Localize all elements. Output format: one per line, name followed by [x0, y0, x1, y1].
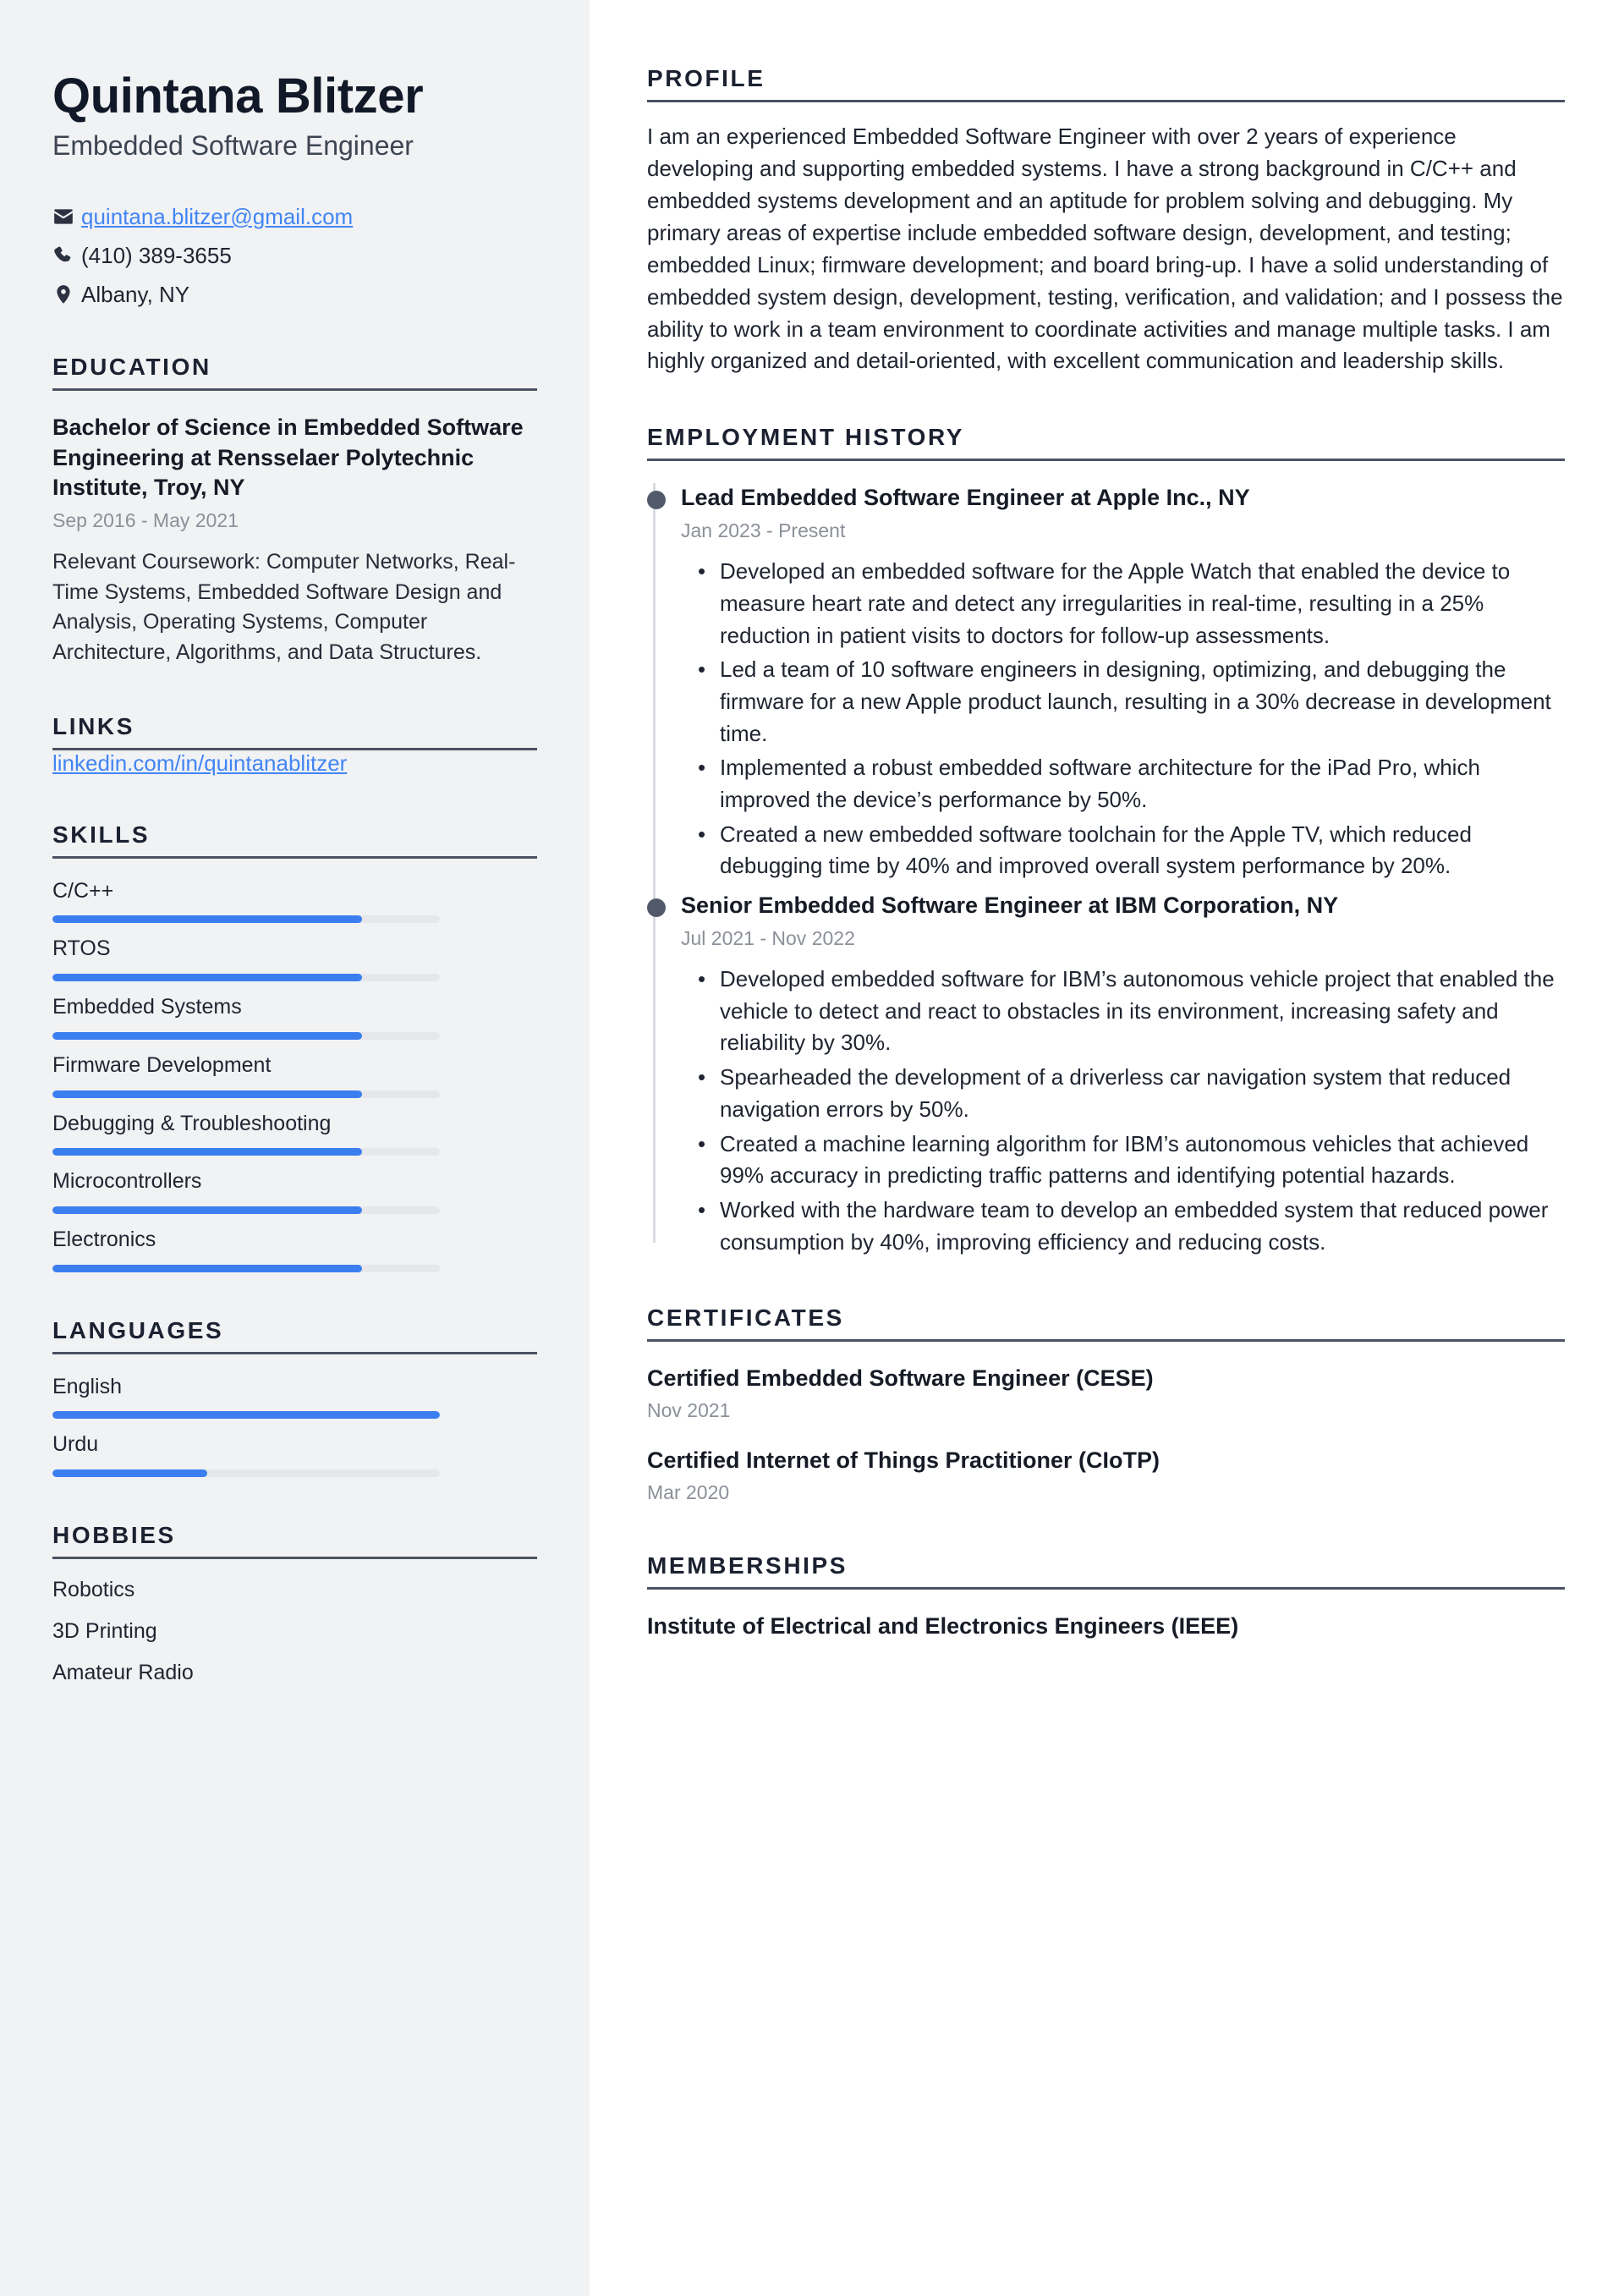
section-title-profile: PROFILE	[647, 65, 765, 91]
section-languages	[52, 1318, 537, 1354]
certificate-date: Mar 2020	[647, 1481, 730, 1504]
language-item	[52, 1373, 537, 1420]
language-label: Urdu	[52, 1432, 99, 1457]
section-title-links: LINKS	[52, 712, 134, 739]
location-text: Albany, NY	[81, 281, 190, 307]
language-bar-track	[52, 1469, 440, 1477]
job-bullet-list	[681, 556, 1565, 882]
job-bullet-list	[681, 964, 1565, 1258]
hobby-item: Robotics	[52, 1578, 135, 1602]
skill-item	[52, 1226, 537, 1272]
section-title-languages: LANGUAGES	[52, 1316, 224, 1343]
section-rule	[52, 1557, 537, 1559]
certificate-item	[647, 1364, 1565, 1424]
skill-bar-fill	[52, 1032, 362, 1040]
candidate-job-title: Embedded Software Engineer	[52, 129, 414, 161]
section-rule	[52, 1352, 537, 1354]
skill-label: Debugging & Troubleshooting	[52, 1111, 332, 1135]
phone-icon	[52, 244, 81, 266]
timeline-dot-icon	[647, 898, 666, 917]
candidate-name: Quintana Blitzer	[52, 69, 424, 124]
main-top-spacer	[647, 0, 1565, 66]
education-degree: Bachelor of Science in Embedded Software Engineering at Rensselaer Polytechnic Institute, Troy, NY	[52, 415, 524, 501]
section-title-skills: SKILLS	[52, 821, 151, 848]
skill-bar-track	[52, 1265, 440, 1272]
language-list	[52, 1373, 537, 1478]
skill-item	[52, 1052, 537, 1098]
contact-row-email	[52, 202, 537, 231]
certificate-list	[647, 1364, 1565, 1506]
education-description: Relevant Coursework: Computer Networks, Real-Time Systems, Embedded Software Design and Analysis, Operating Systems, Computer Architecture, Algorithms, and Data Structures.	[52, 549, 516, 665]
envelope-icon	[52, 206, 81, 228]
job-title: Lead Embedded Software Engineer at Apple Inc., NY	[681, 485, 1250, 511]
location-pin-icon	[52, 283, 81, 305]
section-rule	[52, 856, 537, 859]
skill-list	[52, 877, 537, 1272]
contact-list	[52, 202, 537, 309]
skill-label: RTOS	[52, 937, 111, 961]
timeline-dot-icon	[647, 491, 666, 509]
job-entry	[681, 891, 1565, 1258]
education-date: Sep 2016 - May 2021	[52, 509, 239, 532]
membership-list	[647, 1612, 1565, 1641]
link-linkedin[interactable]: linkedin.com/in/quintanablitzer	[52, 750, 348, 776]
section-education	[52, 354, 537, 391]
skill-bar-fill	[52, 974, 362, 981]
skill-bar-track	[52, 1148, 440, 1156]
language-item	[52, 1431, 537, 1477]
section-title-memberships: MEMBERSHIPS	[647, 1552, 848, 1579]
job-title: Senior Embedded Software Engineer at IBM Corporation, NY	[681, 893, 1339, 919]
skill-label: Embedded Systems	[52, 995, 242, 1019]
hobby-item: 3D Printing	[52, 1619, 157, 1644]
skill-bar-track	[52, 1206, 440, 1214]
certificate-title: Certified Internet of Things Practitioner (CIoTP)	[647, 1447, 1160, 1474]
language-bar-fill	[52, 1411, 440, 1419]
language-label: English	[52, 1374, 122, 1398]
education-entry	[52, 413, 537, 668]
skill-bar-track	[52, 974, 440, 981]
section-profile	[647, 66, 1565, 102]
job-bullet: • Led a team of 10 software engineers in designing, optimizing, and debugging the firmware for a new Apple product launch, resulting in a 30% decrease in development time.	[720, 654, 1565, 750]
job-bullet: • Created a machine learning algorithm for IBM’s autonomous vehicles that achieved 99% accuracy in predicting traffic patterns and identifying potential hazards.	[720, 1129, 1565, 1192]
skill-label: C/C++	[52, 878, 114, 903]
membership-item: Institute of Electrical and Electronics Engineers (IEEE)	[647, 1612, 1239, 1639]
job-date: Jan 2023 - Present	[681, 519, 846, 542]
section-memberships	[647, 1553, 1565, 1590]
section-links	[52, 714, 537, 750]
section-rule	[647, 1339, 1565, 1342]
section-rule	[647, 459, 1565, 461]
skill-label: Microcontrollers	[52, 1169, 202, 1194]
skill-bar-fill	[52, 1206, 362, 1214]
section-title-hobbies: HOBBIES	[52, 1522, 176, 1549]
language-bar-track	[52, 1411, 440, 1419]
phone-text: (410) 389-3655	[81, 242, 232, 268]
language-bar-fill	[52, 1469, 207, 1477]
section-employment-history	[647, 425, 1565, 461]
job-bullet: • Worked with the hardware team to develop an embedded system that reduced power consumption by 40%, improving efficiency and reducing costs.	[720, 1195, 1565, 1258]
section-title-employment-history: EMPLOYMENT HISTORY	[647, 424, 965, 451]
skill-label: Firmware Development	[52, 1052, 272, 1077]
section-hobbies	[52, 1523, 537, 1559]
skill-bar-fill	[52, 1090, 362, 1098]
job-entry	[681, 483, 1565, 882]
job-bullet: • Created a new embedded software toolchain for the Apple TV, which reduced debugging time by 40% and improved overall system performance by 20%.	[720, 819, 1565, 882]
skill-bar-track	[52, 1090, 440, 1098]
sidebar	[0, 0, 590, 2296]
skill-item	[52, 1167, 537, 1214]
job-date: Jul 2021 - Nov 2022	[681, 927, 855, 950]
skill-bar-fill	[52, 1148, 362, 1156]
skill-item	[52, 993, 537, 1040]
certificate-item	[647, 1446, 1565, 1506]
section-skills	[52, 822, 537, 859]
section-certificates	[647, 1305, 1565, 1342]
certificate-date: Nov 2021	[647, 1399, 731, 1422]
job-bullet: • Implemented a robust embedded software architecture for the iPad Pro, which improved the device’s performance by 50%.	[720, 752, 1565, 816]
skill-item	[52, 1110, 537, 1156]
skill-bar-track	[52, 1032, 440, 1040]
hobby-item: Amateur Radio	[52, 1661, 194, 1685]
job-bullet: • Developed embedded software for IBM’s autonomous vehicle project that enabled the vehicle to detect and react to obstacles in its environment, increasing safety and reliability by 30%.	[720, 964, 1565, 1059]
section-rule	[52, 388, 537, 391]
job-bullet: • Developed an embedded software for the Apple Watch that enabled the device to measure heart rate and detect any irregularities in real-time, resulting in a 25% reduction in patient visits to doctors for follow-up assessments.	[720, 556, 1565, 651]
hobby-list	[52, 1579, 537, 1684]
main-content	[590, 0, 1624, 2296]
skill-item	[52, 877, 537, 924]
contact-row-location	[52, 280, 537, 309]
section-rule	[647, 1587, 1565, 1590]
email-link[interactable]: quintana.blitzer@gmail.com	[81, 203, 354, 229]
employment-timeline	[647, 483, 1565, 1258]
section-title-certificates: CERTIFICATES	[647, 1305, 844, 1332]
skill-bar-track	[52, 915, 440, 923]
skill-item	[52, 935, 537, 981]
skill-label: Electronics	[52, 1228, 156, 1252]
job-bullet: • Spearheaded the development of a driverless car navigation system that reduced navigation errors by 50%.	[720, 1062, 1565, 1125]
skill-bar-fill	[52, 915, 362, 923]
skill-bar-fill	[52, 1265, 362, 1272]
profile-text: I am an experienced Embedded Software Engineer with over 2 years of experience developing and supporting embedded systems. I have a strong background in C/C++ and embedded systems development and an aptitude for problem solving and debugging. My primary areas of expertise include embedded software design, development, and testing; embedded Linux; firmware development; and board bring-up. I have a solid understanding of embedded system design, development, testing, verification, and validation; and I possess the ability to work in a team environment to coordinate activities and manage multiple tasks. I am highly organized and detail-oriented, with excellent communication and leadership skills.	[647, 123, 1563, 374]
certificate-title: Certified Embedded Software Engineer (CESE)	[647, 1365, 1154, 1392]
section-rule	[647, 100, 1565, 102]
contact-row-phone	[52, 241, 537, 270]
section-title-education: EDUCATION	[52, 354, 211, 381]
